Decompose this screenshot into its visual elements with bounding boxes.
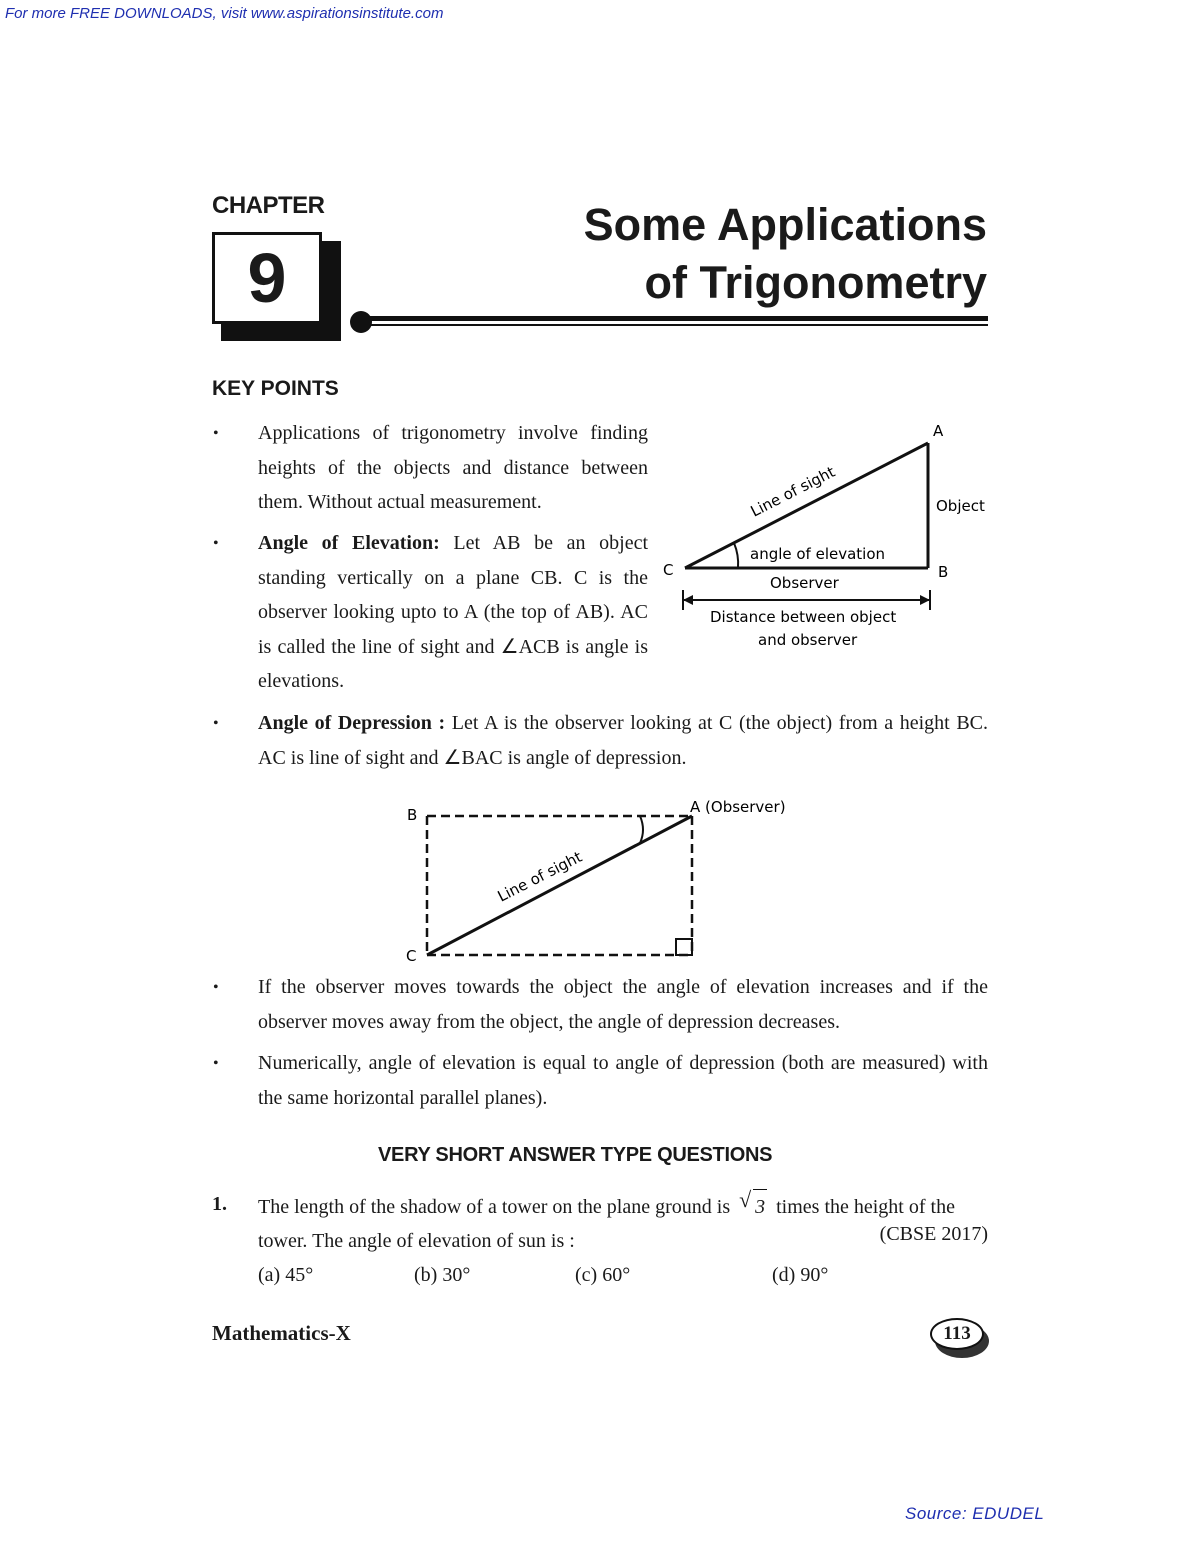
elevation-label: Angle of Elevation: — [258, 532, 440, 554]
chapter-label: CHAPTER — [212, 192, 325, 219]
key-point-observer-moves: If the observer moves towards the object the angle of elevation increases and if the observer moves away from the object, the angle of depression decreases. — [258, 976, 988, 1033]
source-credit: Source: EDUDEL — [905, 1504, 1045, 1523]
key-points-heading: KEY POINTS — [212, 377, 339, 400]
footer-subject: Mathematics-X — [212, 1321, 351, 1345]
title-rule-thick — [361, 316, 988, 321]
angle-label: angle of elevation — [750, 545, 886, 563]
download-banner: For more FREE DOWNLOADS, visit www.aspirationsinstitute.com — [5, 5, 444, 22]
chapter-title-line1: Some Applications — [583, 199, 987, 250]
label-a-observer: A (Observer) — [690, 798, 786, 816]
key-point-elevation — [258, 526, 648, 699]
elevation-diagram — [655, 415, 1000, 655]
label-c: C — [663, 561, 674, 579]
label-b: B — [938, 563, 949, 581]
depression-diagram — [395, 790, 815, 970]
right-angle-icon — [676, 939, 692, 955]
distance-label-line1: Distance between object — [710, 608, 897, 626]
distance-label-line2: and observer — [758, 631, 858, 649]
arrowhead-left-icon — [683, 595, 693, 605]
page-number: 113 — [943, 1323, 971, 1344]
chapter-title-line2: of Trigonometry — [644, 257, 987, 308]
option-d: (d) 90° — [772, 1264, 829, 1286]
sqrt-radicand: 3 — [753, 1189, 767, 1224]
elevation-arc — [734, 543, 738, 568]
elevation-text: Let AB be an object standing vertically on a plane CB. C is the observer looking upto to A (the top of AB). AC is called the line of sight and ∠ACB is angle is elevations. — [258, 532, 649, 692]
key-point-applications: Applications of trigonometry involve finding heights of the objects and distance between them. Without actual measurement. — [258, 422, 648, 513]
bullet-icon: • — [213, 979, 219, 996]
label-a: A — [933, 422, 944, 440]
option-c: (c) 60° — [575, 1264, 631, 1286]
label-b: B — [407, 806, 418, 824]
chapter-number: 9 — [247, 239, 287, 317]
depression-label: Angle of Depression : — [258, 712, 446, 734]
sqrt-icon: √ — [739, 1187, 752, 1212]
question-text-after: times the height of the tower. The angle of elevation of sun is : — [258, 1196, 955, 1252]
line-of-sight-label: Line of sight — [494, 847, 585, 906]
bullet-icon: • — [213, 535, 219, 552]
question-text-before: The length of the shadow of a tower on the plane ground is — [258, 1196, 731, 1218]
key-point-numerical-equality: Numerically, angle of elevation is equal to angle of depression (both are measured) with the same horizontal parallel planes). — [258, 1052, 988, 1109]
depression-arc — [640, 816, 643, 843]
arrowhead-right-icon — [920, 595, 930, 605]
label-c: C — [406, 947, 417, 965]
question-number: 1. — [212, 1193, 227, 1215]
bullet-icon: • — [213, 425, 219, 442]
title-rule-thin — [361, 324, 988, 326]
key-point-depression — [258, 706, 988, 775]
sqrt-expression — [739, 1189, 767, 1224]
bullet-icon: • — [213, 1055, 219, 1072]
observer-label: Observer — [770, 574, 839, 592]
bullet-icon: • — [213, 715, 219, 732]
chapter-title — [584, 196, 987, 312]
object-label: Object — [936, 497, 985, 515]
vsa-heading: VERY SHORT ANSWER TYPE QUESTIONS — [378, 1144, 773, 1166]
sight-line — [427, 816, 692, 955]
question-text — [258, 1189, 988, 1258]
option-a: (a) 45° — [258, 1264, 314, 1286]
line-of-sight-label: Line of sight — [747, 462, 838, 521]
depression-text: Let A is the observer looking at C (the object) from a height BC. AC is line of sight and ∠BAC is angle of depression. — [258, 712, 989, 769]
title-rule-dot — [350, 311, 372, 333]
option-b: (b) 30° — [414, 1264, 471, 1286]
question-source: (CBSE 2017) — [879, 1223, 988, 1245]
